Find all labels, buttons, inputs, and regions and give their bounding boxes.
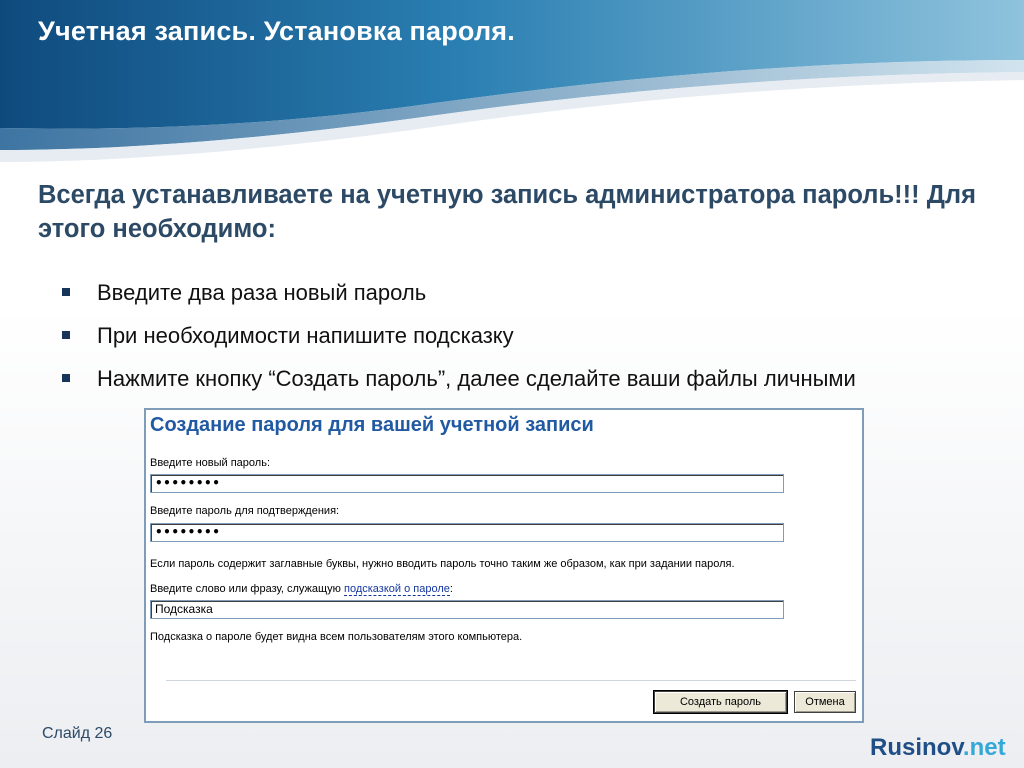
case-sensitivity-note: Если пароль содержит заглавные буквы, нужно вводить пароль точно таким же образом, как при задании пароля.: [150, 558, 735, 570]
bullet-text: При необходимости напишите подсказку: [97, 323, 514, 348]
slide-header: [0, 0, 1024, 170]
password-hint-input[interactable]: Подсказка: [150, 600, 784, 619]
intro-text: Всегда устанавливаете на учетную запись администратора пароль!!! Для этого необходимо:: [38, 181, 976, 243]
square-bullet-icon: [62, 331, 70, 339]
new-password-input[interactable]: ••••••••: [150, 474, 784, 493]
cancel-button[interactable]: Отмена: [794, 691, 856, 713]
bullet-text: Введите два раза новый пароль: [97, 280, 427, 305]
hint-visibility-note: Подсказка о пароле будет видна всем пользователям этого компьютера.: [150, 631, 523, 643]
slide-number: Слайд 26: [42, 725, 113, 742]
bullet-text: Нажмите кнопку “Создать пароль”, далее сделайте ваши файлы личными: [97, 366, 856, 391]
square-bullet-icon: [62, 288, 70, 296]
square-bullet-icon: [62, 374, 70, 382]
confirm-password-label: Введите пароль для подтверждения:: [150, 505, 340, 517]
confirm-password-input[interactable]: ••••••••: [150, 523, 784, 542]
password-hint-link[interactable]: подсказкой о пароле: [344, 583, 450, 595]
hint-label-suffix: :: [449, 583, 453, 595]
dialog-title: Создание пароля для вашей учетной записи: [150, 414, 594, 436]
hint-label: [150, 583, 453, 595]
brand-logo: [870, 734, 1006, 762]
slide-title: Учетная запись. Установка пароля.: [38, 16, 515, 46]
create-password-button[interactable]: Создать пароль: [654, 691, 787, 713]
new-password-label: Введите новый пароль:: [150, 457, 271, 469]
create-password-dialog: [144, 408, 864, 723]
brand-suffix: .net: [962, 734, 1006, 761]
hint-label-prefix: Введите слово или фразу, служащую: [150, 583, 344, 595]
dialog-separator: [166, 680, 856, 681]
brand-main: Rusinov: [870, 734, 963, 761]
